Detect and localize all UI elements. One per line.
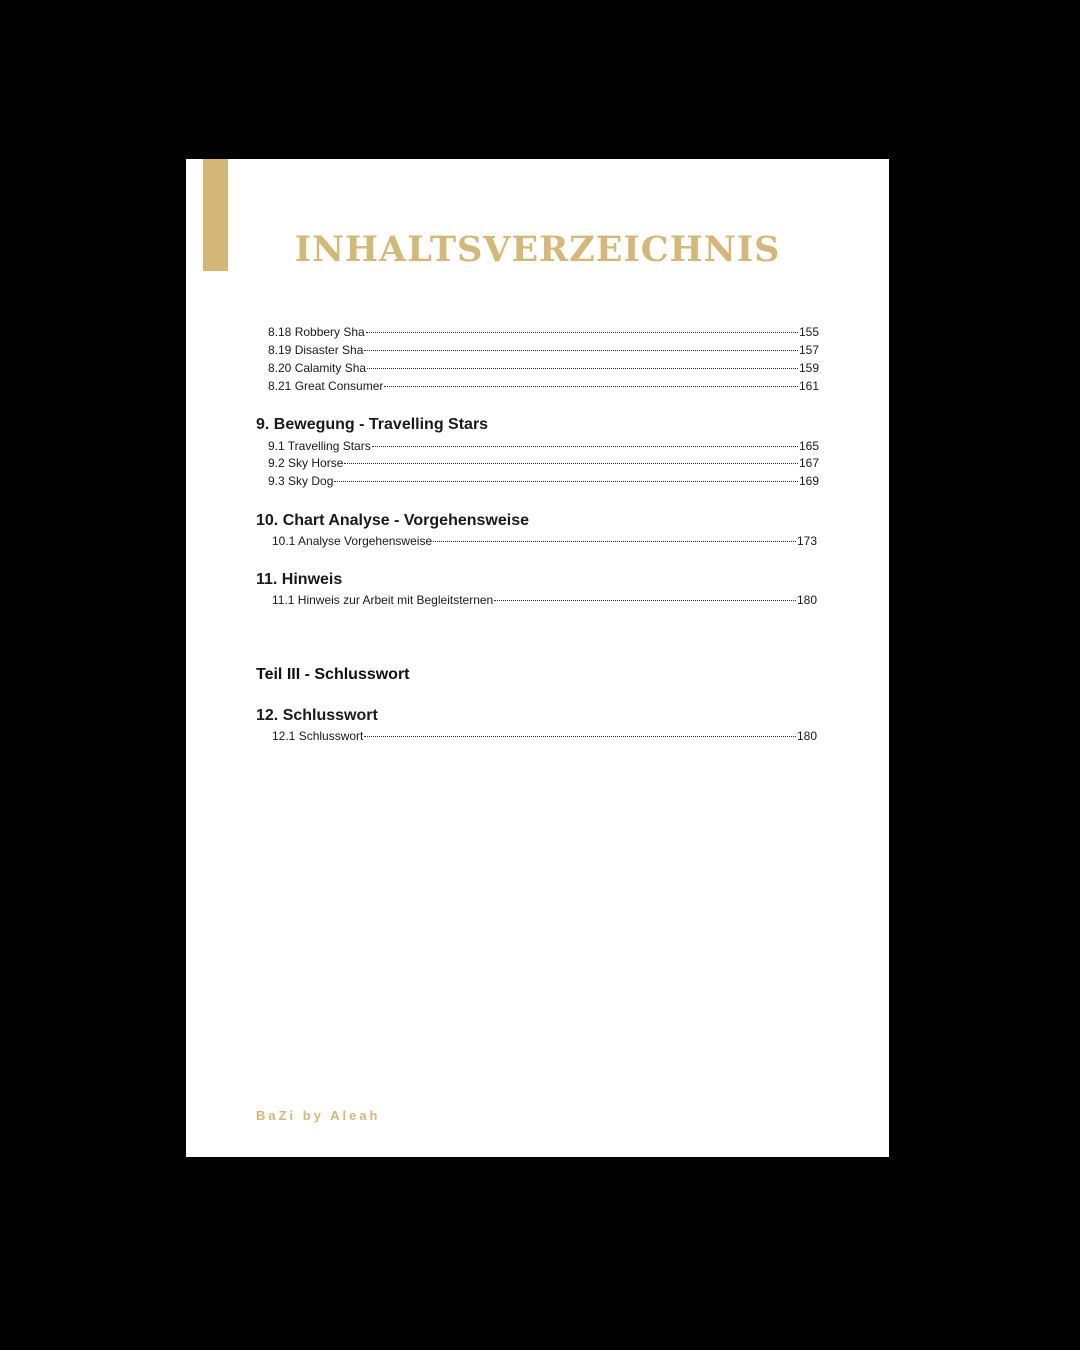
dot-leader	[372, 446, 798, 447]
toc-entry[interactable]	[268, 378, 819, 394]
toc-entry[interactable]	[272, 728, 817, 744]
toc-entry[interactable]	[268, 342, 819, 358]
dot-leader	[384, 386, 798, 387]
toc-entry-label: 11.1 Hinweis zur Arbeit mit Begleitsternen	[272, 593, 494, 607]
toc-entry-page: 180	[796, 729, 817, 743]
toc-entry-label: 10.1 Analyse Vorgehensweise	[272, 534, 433, 548]
dot-leader	[364, 350, 798, 351]
toc-entry-page: 161	[798, 379, 819, 393]
toc-entry[interactable]	[268, 360, 819, 376]
toc-entry-label: 9.3 Sky Dog	[268, 474, 334, 488]
dot-leader	[494, 600, 796, 601]
dot-leader	[344, 463, 798, 464]
dot-leader	[367, 368, 798, 369]
toc-entry-label: 8.21 Great Consumer	[268, 379, 384, 393]
toc-entry-page: 180	[796, 593, 817, 607]
toc-entry-label: 8.19 Disaster Sha	[268, 343, 364, 357]
part-heading[interactable]: Teil III - Schlusswort	[256, 666, 410, 683]
toc-entry[interactable]	[268, 473, 819, 489]
toc-entry[interactable]	[272, 533, 817, 549]
page-title: INHALTSVERZEICHNIS	[294, 229, 781, 270]
dot-leader	[334, 481, 798, 482]
dot-leader	[366, 332, 798, 333]
toc-entry[interactable]	[268, 324, 819, 340]
dot-leader	[433, 541, 796, 542]
toc-entry-page: 167	[798, 456, 819, 470]
toc-entry-page: 169	[798, 474, 819, 488]
toc-entry[interactable]	[272, 592, 817, 608]
toc-entry-page: 159	[798, 361, 819, 375]
section-heading[interactable]: 9. Bewegung - Travelling Stars	[256, 416, 489, 433]
toc-entry-page: 157	[798, 343, 819, 357]
toc-entry-label: 12.1 Schlusswort	[272, 729, 364, 743]
toc-entry-page: 155	[798, 325, 819, 339]
footer-brand: BaZi by Aleah	[256, 1108, 381, 1123]
toc-entry-label: 9.2 Sky Horse	[268, 456, 344, 470]
toc-entry-page: 165	[798, 439, 819, 453]
section-heading[interactable]: 10. Chart Analyse - Vorgehensweise	[256, 512, 529, 529]
section-heading[interactable]: 11. Hinweis	[256, 571, 343, 588]
document-page	[186, 159, 889, 1157]
toc-entry-label: 8.20 Calamity Sha	[268, 361, 367, 375]
toc-entry-page: 173	[796, 534, 817, 548]
dot-leader	[364, 736, 796, 737]
toc-entry[interactable]	[268, 455, 819, 471]
toc-entry-label: 9.1 Travelling Stars	[268, 439, 371, 453]
section-heading[interactable]: 12. Schlusswort	[256, 707, 378, 724]
toc-entry[interactable]	[268, 438, 819, 454]
toc-entry-label: 8.18 Robbery Sha	[268, 325, 365, 339]
